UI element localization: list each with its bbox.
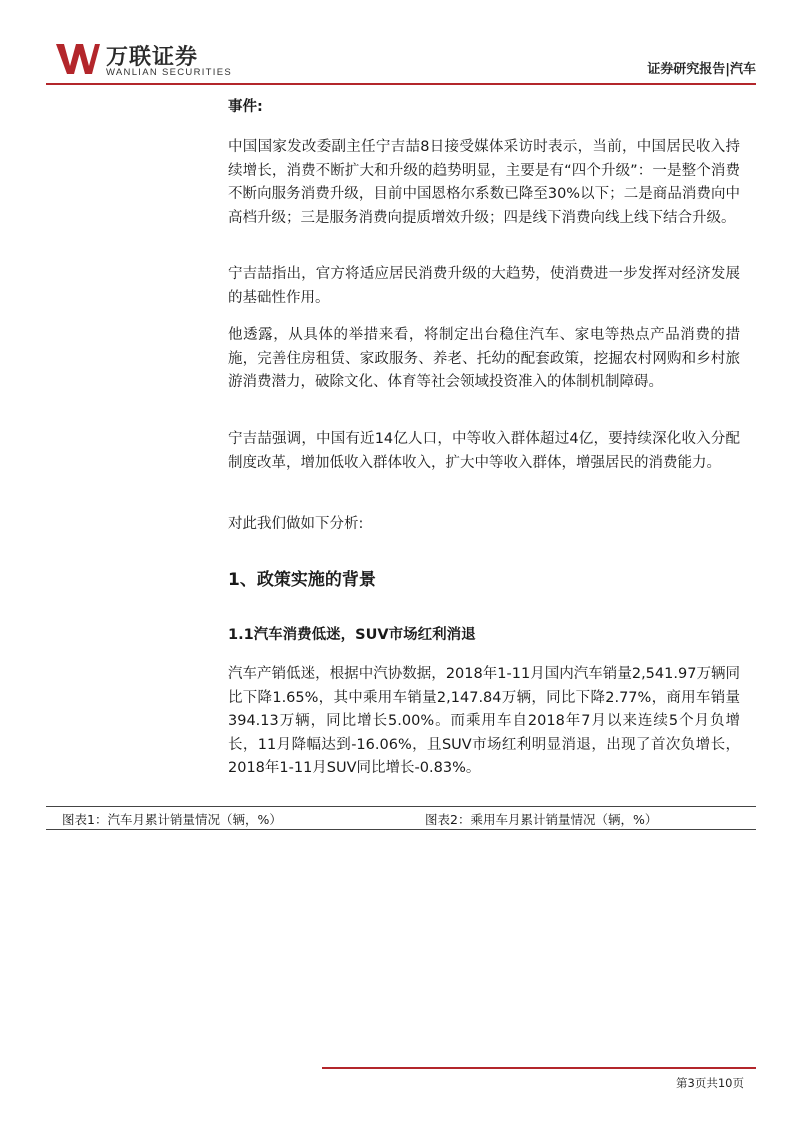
company-logo: [56, 40, 256, 80]
section-1-1-title: 1.1汽车消费低迷，SUV市场红利消退: [228, 627, 476, 643]
main-content: [228, 95, 740, 776]
logo-cn-text: 万联证券: [106, 45, 199, 70]
report-type: 证券研究报告|汽车: [647, 62, 756, 77]
event-heading: 事件:: [228, 99, 263, 115]
paragraph-5: 对此我们做如下分析:: [228, 516, 364, 532]
section-1-title: 1、政策实施的背景: [228, 570, 376, 590]
figure-caption-bottom-rule: [46, 829, 756, 830]
figure-1-caption: 图表1：汽车月累计销量情况（辆，%）: [62, 812, 282, 827]
paragraph-3: 他透露，从具体的举措来看，将制定出台稳住汽车、家电等热点产品消费的措施，完善住房租赁、家政服务、养老、托幼的配套政策，挖掘农村网购和乡村旅游消费潜力，破除文化、体育等社会领域投资准入的体制机制障碍。: [228, 327, 740, 390]
paragraph-1: 中国国家发改委副主任宁吉喆8日接受媒体采访时表示，当前，中国居民收入持续增长，消费不断扩大和升级的趋势明显，主要是有“四个升级”：一是整个消费不断向服务消费升级，目前中国恩格尔系数已降至30%以下；二是商品消费向中高档升级；三是服务消费向提质增效升级；四是线下消费向线上线下结合升级。: [228, 139, 740, 226]
figure-2-caption: 图表2：乘用车月累计销量情况（辆，%）: [425, 812, 658, 827]
page-number: 第3页共10页: [676, 1076, 744, 1090]
footer-divider: [322, 1067, 756, 1069]
header-divider: [46, 83, 756, 85]
paragraph-2: 宁吉喆指出，官方将适应居民消费升级的大趋势，使消费进一步发挥对经济发展的基础性作用。: [228, 266, 740, 306]
logo-en-text: WANLIAN SECURITIES: [106, 67, 232, 78]
paragraph-4: 宁吉喆强调，中国有近14亿人口，中等收入群体超过4亿，要持续深化收入分配制度改革，增加低收入群体收入，扩大中等收入群体，增强居民的消费能力。: [228, 431, 740, 471]
wanlian-w-logo-icon: [56, 42, 100, 76]
section-1-1-paragraph: 汽车产销低迷，根据中汽协数据，2018年1-11月国内汽车销量2,541.97万辆同比下降1.65%，其中乘用车销量2,147.84万辆，同比下降2.77%，商用车销量394.13万辆，同比增长5.00%。而乘用车自2018年7月以来连续5个月负增长，11月降幅达到-16.06%，且SUV市场红利明显消退，出现了首次负增长，2018年1-11月SUV同比增长-0.83%。: [228, 666, 740, 776]
figure-caption-top-rule: [46, 806, 756, 807]
